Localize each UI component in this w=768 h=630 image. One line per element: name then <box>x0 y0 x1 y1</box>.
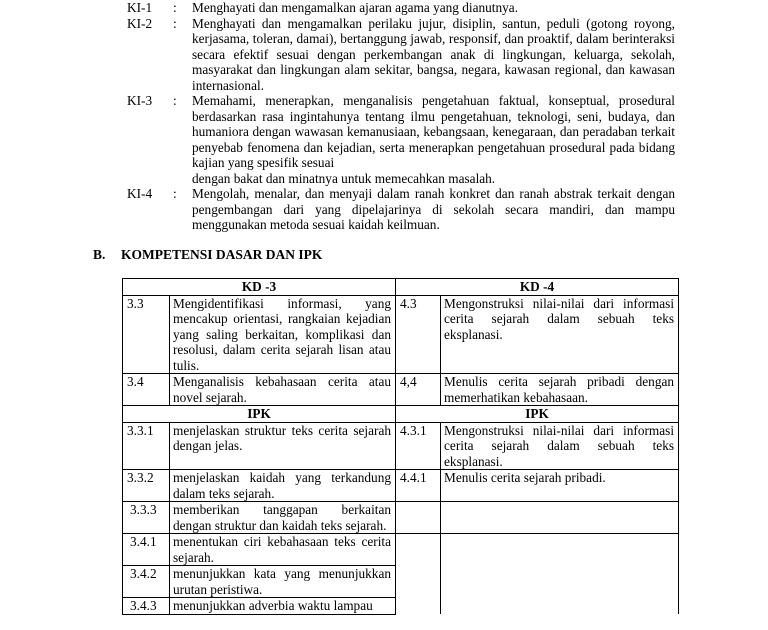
table-row <box>123 534 679 566</box>
kd-header-row <box>123 279 679 296</box>
ipk3-number: 3.4.2 <box>123 566 170 598</box>
ipk3-number: 3.3.2 <box>123 470 170 502</box>
table-row <box>123 374 679 406</box>
section-heading: KOMPETENSI DASAR DAN IPK <box>121 247 323 262</box>
ipk4-number: 4.3.1 <box>396 422 441 470</box>
ki-text: Memahami, menerapkan, menganalisis pengetahuan faktual, konseptual, prosedural berdasarkan rasa ingintahunya tentang ilmu pengetahuan, teknologi, seni, budaya, dan humaniora dengan wawasan kemanusiaan, kebangsaan, kenegaraan, dan peradaban terkait penyebab fenomena dan kejadian, serta menerapkan pengetahuan prosedural pada bidang kajian yang spesifik sesuai dengan bakat dan minatnya untuk memecahkan masalah. <box>192 93 675 186</box>
kd-ipk-table <box>122 278 679 615</box>
ipk3-text: menjelaskan kaidah yang terkandung dalam teks sejarah. <box>170 470 396 502</box>
ipk4-number: 4.4.1 <box>396 470 441 502</box>
ki-code: KI-2 <box>127 15 153 31</box>
ki-colon: : <box>173 15 177 31</box>
ipk3-number: 3.3.1 <box>123 422 170 470</box>
ipk-header-row <box>123 406 679 423</box>
ipk4-number <box>396 534 441 566</box>
ki-colon: : <box>173 186 177 201</box>
ipk3-text: menunjukkan kata yang menunjukkan urutan peristiwa. <box>170 566 396 598</box>
kd4-header: KD -4 <box>396 279 679 296</box>
ipk4-number <box>396 598 441 615</box>
table-row <box>123 295 679 374</box>
kd4-text: Menulis cerita sejarah pribadi dengan memerhatikan kebahasaan. <box>441 374 679 406</box>
kd3-number: 3.3 <box>123 295 170 374</box>
ipk-header-right: IPK <box>396 406 679 423</box>
ipk4-number <box>396 566 441 598</box>
kd3-text: Menganalisis kebahasaan cerita atau novel sejarah. <box>170 374 396 406</box>
kd4-number: 4.3 <box>396 295 441 374</box>
ki-text: Mengolah, menalar, dan menyaji dalam ranah konkret dan ranah abstrak terkait dengan pengembangan dari yang dipelajarinya di sekolah secara mandiri, dan mampu menggunakan metoda sesuai kaidah keilmuan. <box>192 186 675 232</box>
table-row <box>123 598 679 615</box>
ipk4-number <box>396 502 441 534</box>
kd3-text: Mengidentifikasi informasi, yang mencakup orientasi, rangkaian kejadian yang saling berkaitan, komplikasi dan resolusi, dalam cerita sejarah lisan atau tulis. <box>170 295 396 374</box>
ki-text: Menghayati dan mengamalkan perilaku jujur, disiplin, santun, peduli (gotong royong, kerjasama, toleran, damai), bertanggung jawab, responsif, dan proaktif, dalam berinteraksi secara efektif sesuai dengan perkembangan anak di lingkungan, keluarga, sekolah, masyarakat dan lingkungan alam sekitar, bangsa, negara, kawasan regional, dan kawasan internasional. <box>192 15 675 93</box>
ipk3-text: memberikan tanggapan berkaitan dengan struktur dan kaidah teks sejarah. <box>170 502 396 534</box>
ipk3-text: menentukan ciri kebahasaan teks cerita sejarah. <box>170 534 396 566</box>
ipk4-text: Mengonstruksi nilai-nilai dari informasi cerita sejarah dalam sebuah teks eksplanasi. <box>441 422 679 470</box>
ki-code: KI-4 <box>127 186 153 201</box>
table-row <box>123 502 679 534</box>
ipk3-text: menjelaskan struktur teks cerita sejarah dengan jelas. <box>170 422 396 470</box>
kd4-text: Mengonstruksi nilai-nilai dari informasi cerita sejarah dalam sebuah teks eksplanasi. <box>441 295 679 374</box>
ipk3-number: 3.4.1 <box>123 534 170 566</box>
table-row <box>123 566 679 598</box>
ipk4-text <box>441 598 679 615</box>
ipk3-text: menunjukkan adverbia waktu lampau <box>170 598 396 615</box>
ipk-header-left: IPK <box>123 406 396 423</box>
ipk3-number: 3.4.3 <box>123 598 170 615</box>
ipk3-number: 3.3.3 <box>123 502 170 534</box>
ipk4-text <box>441 502 679 534</box>
ipk4-text <box>441 566 679 598</box>
ki-text: Menghayati dan mengamalkan ajaran agama yang dianutnya. <box>192 0 519 15</box>
ki-code: KI-3 <box>127 93 153 108</box>
kd3-header: KD -3 <box>123 279 396 296</box>
ipk4-text <box>441 534 679 566</box>
kd4-number: 4,4 <box>396 374 441 406</box>
section-title <box>93 247 322 263</box>
table-row <box>123 470 679 502</box>
ki-colon: : <box>173 93 177 108</box>
ki-code: KI-1 <box>127 0 153 15</box>
table-row <box>123 422 679 470</box>
ipk4-text: Menulis cerita sejarah pribadi. <box>441 470 679 502</box>
ki-colon: : <box>173 0 177 15</box>
kd3-number: 3.4 <box>123 374 170 406</box>
section-letter: B. <box>93 247 106 262</box>
